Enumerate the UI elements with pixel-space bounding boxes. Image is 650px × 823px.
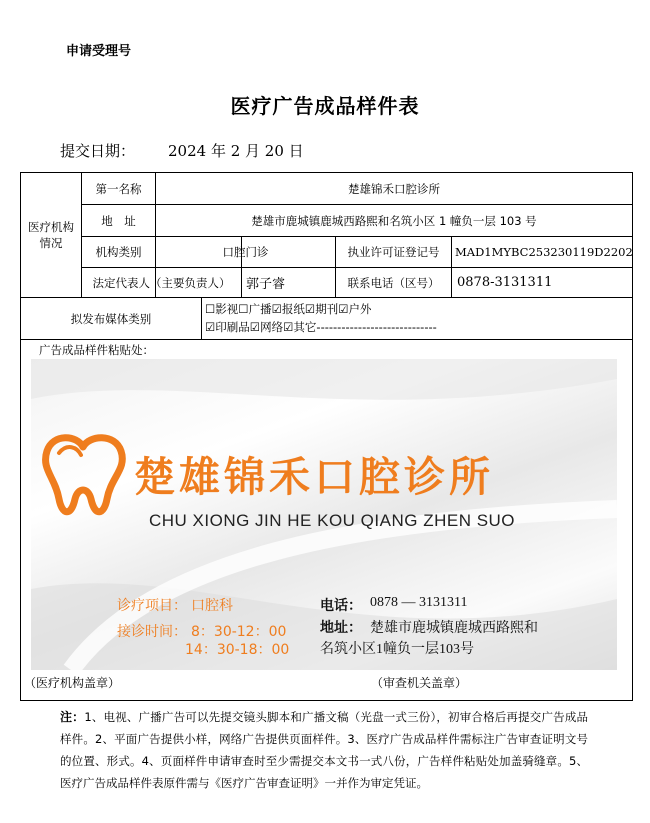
application-number-label: 申请受理号 — [66, 44, 132, 59]
org-seal-label: （医疗机构盖章） — [24, 676, 121, 690]
ad-address-label: 地址： — [320, 620, 362, 636]
notes — [60, 706, 588, 794]
ad-address-line2: 名筑小区1幢负一层103号 — [320, 642, 474, 657]
ad-phone-value: 0878 — 3131311 — [370, 595, 468, 610]
notes-label: 注： — [60, 710, 85, 724]
submit-date-value: 2024 年 2 月 20 日 — [168, 142, 304, 160]
ad-hours-morning: 8：30-12：00 — [191, 624, 287, 640]
submit-date-label: 提交日期： — [60, 142, 136, 160]
ad-project-label: 诊疗项目： — [117, 598, 187, 614]
legal-rep-label: 法定代表人（主要负责人） — [92, 275, 231, 290]
ad-clinic-pinyin: CHU XIONG JIN HE KOU QIANG ZHEN SUO — [149, 511, 516, 530]
ad-project-value: 口腔科 — [191, 598, 233, 614]
ad-hours-label: 接诊时间： — [117, 624, 187, 640]
ad-address-line1: 楚雄市鹿城镇鹿城西路熙和 — [370, 621, 538, 636]
media-options-line2: ☑印刷品☑网络☑其它----------------------------- — [205, 320, 437, 334]
media-options — [205, 300, 437, 336]
ad-hours-afternoon: 14：30-18：00 — [185, 642, 290, 658]
phone-label: 联系电话（区号） — [347, 275, 440, 290]
ad-phone-label: 电话： — [320, 598, 362, 614]
address-label: 地 址 — [101, 213, 136, 228]
category-value: 口腔门诊 — [222, 245, 269, 259]
sample-area-label: 广告成品样件粘贴处： — [39, 343, 154, 357]
media-label: 拟发布媒体类别 — [70, 311, 152, 326]
notes-text: 1、电视、广播广告可以先提交镜头脚本和广播文稿（光盘一式三份），初审合格后再提交广告成品样件。2、平面广告提供小样，网络广告提供页面样件。3、医疗广告成品样件需标注广告审查证明文号的位置、形式。4、页面样件申请审查时至少需提交本文书一式八份，广告样件粘贴处加盖骑缝章。5、医疗广告成品样件表原件需与《医疗广告审查证明》一并作为审定凭证。 — [60, 710, 588, 790]
name-label: 第一名称 — [95, 181, 142, 196]
ad-sample-image — [31, 359, 617, 670]
legal-rep-value: 郭子睿 — [246, 277, 286, 292]
license-value: MAD1MYBC253230119D2202 — [455, 245, 633, 259]
review-seal-label: （审查机关盖章） — [371, 676, 468, 690]
address-value: 楚雄市鹿城镇鹿城西路熙和名筑小区 1 幢负一层 103 号 — [251, 213, 537, 228]
org-info-label: 医疗机构情况 — [28, 220, 74, 250]
name-value: 楚雄锦禾口腔诊所 — [348, 181, 440, 196]
ad-clinic-name: 楚雄锦禾口腔诊所 — [134, 453, 494, 501]
media-options-line1: ☐影视☐广播☑报纸☑期刊☑户外 — [205, 302, 372, 316]
phone-value: 0878-3131311 — [457, 275, 553, 290]
license-label: 执业许可证登记号 — [347, 245, 440, 259]
tooth-logo-icon — [37, 429, 129, 521]
document-title: 医疗广告成品样件表 — [230, 94, 420, 118]
category-label: 机构类别 — [95, 245, 142, 259]
